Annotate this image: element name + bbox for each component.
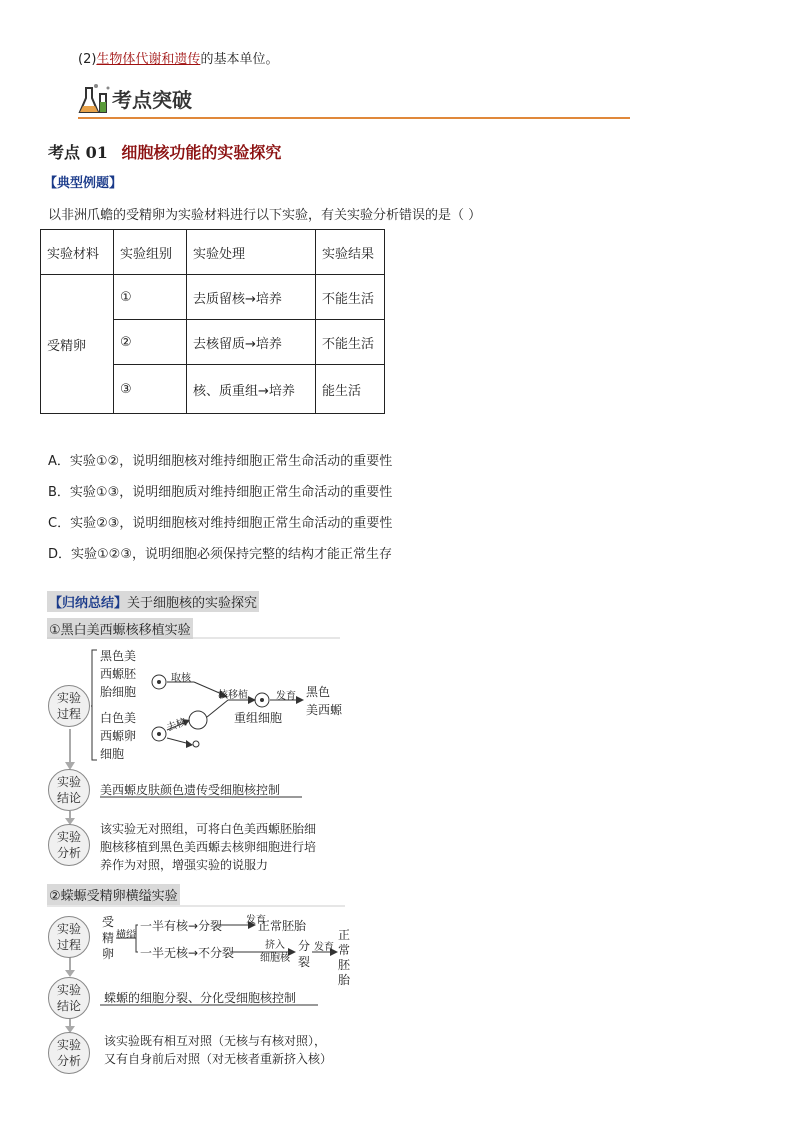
banner-title: 考点突破 [112,88,192,112]
table-cell: ③ [114,365,187,414]
exp1-process-circle: 实验过程 [48,685,90,727]
option-b[interactable]: B．实验①③，说明细胞质对维持细胞正常生命活动的重要性 [48,485,393,500]
exp1-analysis-circle: 实验分析 [48,824,90,866]
divide-label: 分 裂 [298,939,311,969]
exp1-conclusion: 美西螈皮肤颜色遗传受细胞核控制 [100,783,281,797]
half-with-nucleus: 一半有核→分裂 [140,919,223,933]
exp1-conclusion-circle: 实验结论 [48,769,90,811]
summary-heading: 【归纳总结】关于细胞核的实验探究 [47,591,259,612]
table-header: 实验结果 [316,230,385,275]
exp2-analysis-circle: 实验分析 [48,1032,90,1074]
table-cell: 能生活 [316,365,385,414]
develop-label: 发育 [276,691,296,702]
constrict-label: 横缢 [116,930,136,941]
remove-nucleus-label: 去核 [165,716,188,734]
question-text: 以非洲爪蟾的受精卵为实验材料进行以下实验，有关实验分析错误的是（ ） [48,208,482,223]
take-nucleus-label: 取核 [171,673,191,684]
table-cell-material: 受精卵 [41,275,114,414]
table-cell: 去核留质→培养 [187,320,316,365]
exp2-process-circle: 实验过程 [48,916,90,958]
table-header: 实验材料 [41,230,114,275]
exp2-conclusion: 蝾螈的细胞分裂、分化受细胞核控制 [104,991,297,1005]
half-without-nucleus: 一半无核→不分裂 [140,946,235,960]
intro-highlight: 生物体代谢和遗传 [96,52,201,67]
table-cell: ② [114,320,187,365]
table-cell: ① [114,275,187,320]
develop2-label: 发育 [314,942,334,953]
exp2-heading: ②蝾螈受精卵横缢实验 [47,884,180,905]
fertilized-egg-label: 受 精 卵 [102,915,115,961]
example-label: 【典型例题】 [44,176,123,191]
black-salamander-label: 黑色美 西螈胚 胎细胞 [100,649,137,699]
squeeze-nucleus-label: 挤入 细胞核 [260,940,290,964]
option-c[interactable]: C．实验②③，说明细胞核对维持细胞正常生命活动的重要性 [48,516,393,531]
table-header: 实验组别 [114,230,187,275]
exp1-heading: ①黑白美西螈核移植实验 [47,618,193,639]
white-salamander-label: 白色美 西螈卵 细胞 [100,711,137,761]
normal-embryo-1: 正常胚胎 [258,919,307,933]
table-cell: 去质留核→培养 [187,275,316,320]
option-a[interactable]: A．实验①②，说明细胞核对维持细胞正常生命活动的重要性 [48,454,393,469]
normal-embryo-2: 正 常 胚 胎 [338,928,351,987]
topic-heading: 考点 01 细胞核功能的实验探究 [48,143,282,162]
option-d[interactable]: D．实验①②③，说明细胞必须保持完整的结构才能正常生存 [48,547,392,562]
result-label: 黑色 美西螈 [306,685,343,717]
exp1-analysis: 该实验无对照组，可将白色美西螈胚胎细 胞核移植到黑色美西螈去核卵细胞进行培 养作为对照，增强实验的说服力 [100,822,317,872]
exp2-analysis: 该实验既有相互对照（无核与有核对照）， 又有自身前后对照（对无核者重新挤入核） [104,1034,333,1066]
table-header: 实验处理 [187,230,316,275]
recombined-cell-label: 重组细胞 [234,711,283,725]
exp2-conclusion-circle: 实验结论 [48,977,90,1019]
develop1-label: 发育 [246,915,266,926]
table-cell: 核、质重组→培养 [187,365,316,414]
table-cell: 不能生活 [316,320,385,365]
table-cell: 不能生活 [316,275,385,320]
intro-line: (2)生物体代谢和遗传的基本单位。 [78,52,279,67]
transplant-label: 核移植 [218,690,248,701]
